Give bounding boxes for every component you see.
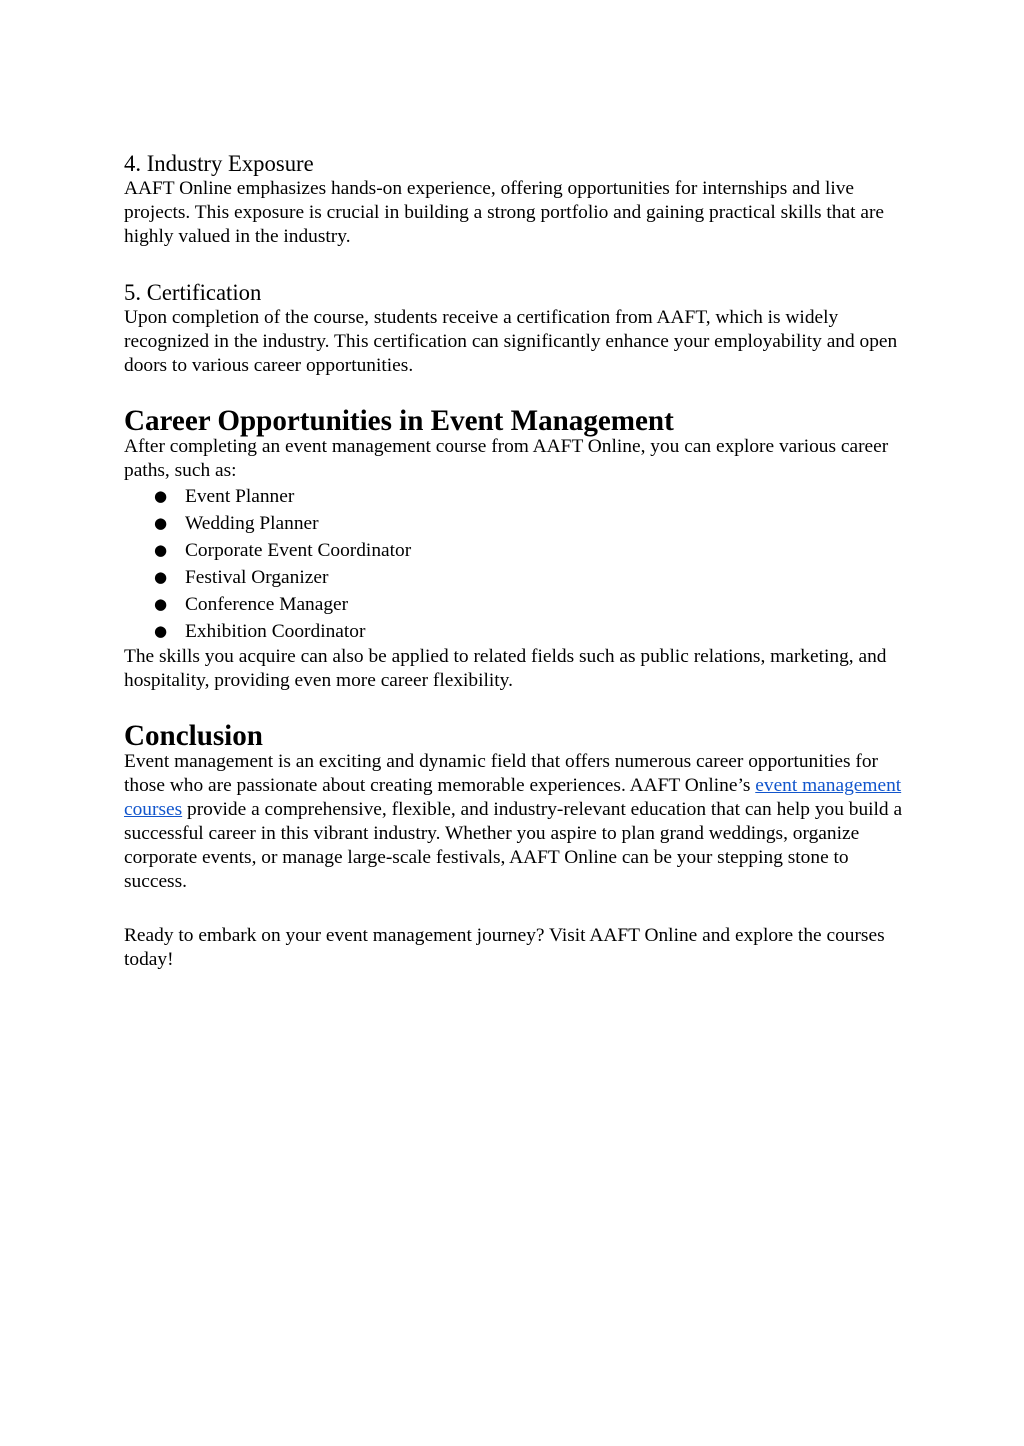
list-item-text: Corporate Event Coordinator [185, 540, 412, 561]
career-list [124, 483, 904, 645]
spacer [124, 894, 904, 924]
spacer [124, 693, 904, 723]
list-item [124, 510, 904, 537]
list-item [124, 618, 904, 645]
spacer [124, 378, 904, 408]
bullet-icon: ● [154, 514, 168, 532]
conclusion-paragraph [124, 750, 904, 894]
career-outro-paragraph: The skills you acquire can also be applied to related fields such as public relations, marketing, and hospitality, providing even more career flexibility. [124, 646, 887, 691]
conclusion-heading: Conclusion [124, 720, 263, 752]
career-opportunities-heading: Career Opportunities in Event Management [124, 405, 674, 437]
list-item [124, 537, 904, 564]
document-page [124, 150, 904, 972]
certification-paragraph: Upon completion of the course, students receive a certification from AAFT, which is widely recognized in the industry. This certification can significantly enhance your employability and open doors to various career opportunities. [124, 307, 898, 376]
list-item-text: Wedding Planner [185, 513, 319, 534]
bullet-icon: ● [154, 541, 168, 559]
bullet-icon: ● [154, 487, 168, 505]
conclusion-text-before-link: Event management is an exciting and dynamic field that offers numerous career opportunities for those who are passionate about creating memorable experiences. AAFT Online’s [124, 751, 879, 796]
list-item [124, 483, 904, 510]
spacer [124, 249, 904, 279]
call-to-action-paragraph: Ready to embark on your event management journey? Visit AAFT Online and explore the courses today! [124, 925, 885, 970]
list-item-text: Event Planner [185, 486, 295, 507]
career-intro-paragraph: After completing an event management course from AAFT Online, you can explore various career paths, such as: [124, 436, 889, 481]
list-item-text: Conference Manager [185, 594, 349, 615]
list-item [124, 564, 904, 591]
industry-exposure-paragraph: AAFT Online emphasizes hands-on experience, offering opportunities for internships and live projects. This exposure is crucial in building a strong portfolio and gaining practical skills that are highly valued in the industry. [124, 178, 885, 247]
bullet-icon: ● [154, 622, 168, 640]
event-management-courses-link[interactable]: event management courses [124, 775, 902, 820]
industry-exposure-heading: 4. Industry Exposure [124, 151, 314, 176]
bullet-icon: ● [154, 595, 168, 613]
list-item [124, 591, 904, 618]
list-item-text: Festival Organizer [185, 567, 329, 588]
list-item-text: Exhibition Coordinator [185, 621, 366, 642]
conclusion-text-after-link: provide a comprehensive, flexible, and industry-relevant education that can help you build a successful career in this vibrant industry. Whether you aspire to plan grand weddings, organize corporate events, or manage large-scale festivals, AAFT Online can be your stepping stone to success. [124, 799, 903, 892]
bullet-icon: ● [154, 568, 168, 586]
certification-heading: 5. Certification [124, 280, 262, 305]
